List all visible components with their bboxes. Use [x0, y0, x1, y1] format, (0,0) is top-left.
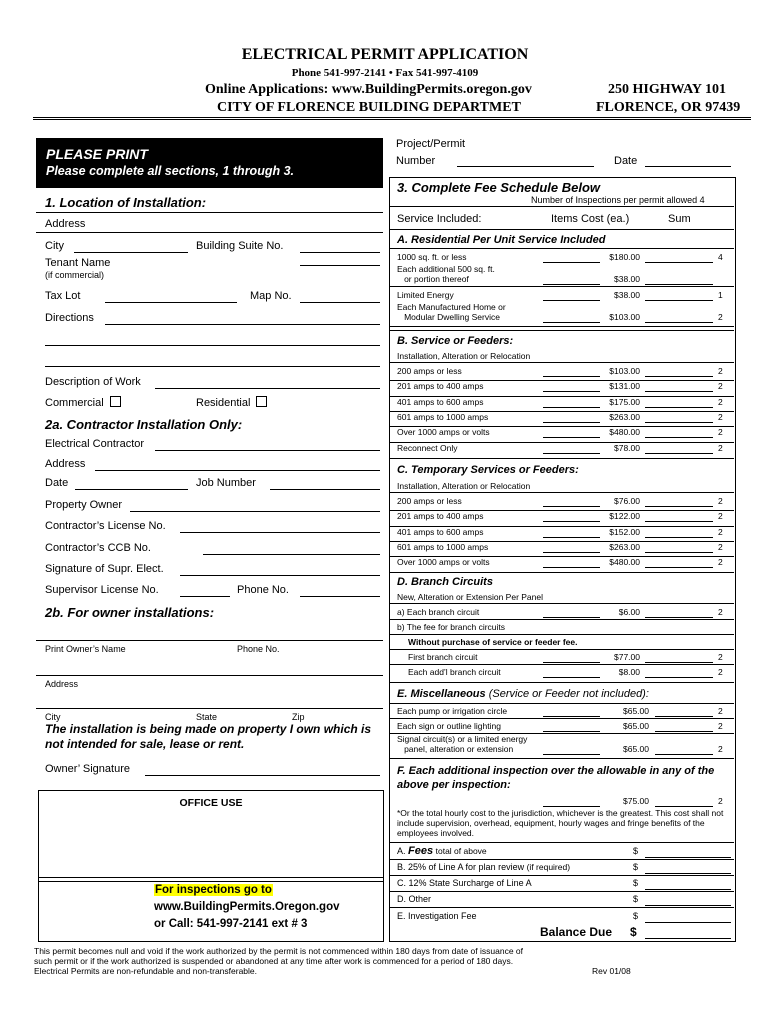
first-branch-cost: $77.00 — [614, 652, 640, 662]
section-f-cost: $75.00 — [623, 796, 649, 806]
section-c-sub: Installation, Alteration or Relocation — [397, 481, 531, 491]
total-b-input[interactable] — [645, 873, 731, 874]
owner-city-input[interactable] — [36, 708, 383, 709]
fee-row-sum[interactable] — [645, 391, 713, 392]
fee-row-sum[interactable] — [645, 506, 713, 507]
branch-a-sum[interactable] — [645, 617, 713, 618]
fee-row-label: 601 amps to 1000 amps — [397, 411, 489, 422]
fee-row-cost: $38.00 — [614, 290, 640, 300]
fee-row-cost: $480.00 — [609, 557, 640, 568]
col-sum: Sum — [668, 213, 691, 225]
sign-count: 2 — [718, 721, 723, 731]
signal-label-2: panel, alteration or extension — [397, 744, 514, 754]
fee-row-count: 2 — [718, 381, 723, 392]
owner-zip-label: Zip — [292, 712, 305, 722]
pump-cost: $65.00 — [623, 706, 649, 716]
address-line-2: FLORENCE, OR 97439 — [596, 100, 741, 115]
total-c-input[interactable] — [645, 889, 731, 890]
branch-b-label: b) The fee for branch circuits — [397, 622, 506, 632]
footer-line-2: such permit or if the work authorized is suspended or abandoned at any time after work is commenced for a period of 180 days. — [34, 956, 514, 966]
fee-row-cost: $76.00 — [614, 496, 640, 506]
section-f-sum[interactable] — [655, 806, 713, 807]
total-a-input[interactable] — [645, 857, 731, 858]
tenant-sublabel: (if commercial) — [45, 270, 105, 280]
footer-line-3: Electrical Permits are non-refundable and non-transferable. — [34, 966, 258, 976]
directions-input[interactable] — [105, 324, 380, 325]
add-branch-label: Each add’l branch circuit — [408, 667, 501, 677]
tenant-label: Tenant Name — [45, 257, 111, 269]
fee-row-sum[interactable] — [645, 521, 713, 522]
fee-row-label: Limited Energy — [397, 290, 454, 300]
contractor-address-label: Address — [45, 458, 86, 470]
fee-row-label: 1000 sq. ft. or less — [397, 252, 467, 262]
fee-row-cost: $175.00 — [609, 396, 640, 407]
fee-row-label: Each additional 500 sq. ft. — [397, 264, 495, 274]
header-rule-2 — [33, 119, 751, 120]
fee-row-qty[interactable] — [543, 437, 600, 438]
fee-row-cost: $131.00 — [609, 381, 640, 392]
owner-address-label: Address — [45, 679, 79, 689]
suite-input[interactable] — [300, 252, 380, 253]
section-b-title: B. Service or Feeders: — [397, 335, 514, 347]
fee-row-qty[interactable] — [543, 391, 600, 392]
fee-row-count: 2 — [718, 442, 723, 453]
city-input[interactable] — [74, 252, 188, 253]
fee-row-count: 2 — [718, 526, 723, 537]
residential-option[interactable] — [196, 396, 267, 409]
commercial-label: Commercial — [45, 397, 104, 409]
signal-qty[interactable] — [543, 754, 600, 755]
residential-checkbox[interactable] — [256, 396, 267, 407]
section-c-title: C. Temporary Services or Feeders: — [397, 464, 579, 476]
supervisor-signature-input[interactable] — [180, 575, 380, 576]
description-input[interactable] — [155, 388, 380, 389]
total-c-label: C. 12% State Surcharge of Line A — [397, 878, 532, 888]
fee-row-qty[interactable] — [543, 284, 600, 285]
fee-row-label: Reconnect Only — [397, 442, 458, 453]
total-d-dollar: $ — [633, 894, 639, 904]
fee-row-qty[interactable] — [543, 521, 600, 522]
suite-label: Building Suite No. — [196, 240, 284, 252]
location-heading: 1. Location of Installation: — [45, 195, 207, 210]
fee-row-count: 2 — [718, 366, 723, 376]
fee-row-qty[interactable] — [543, 567, 600, 568]
first-branch-sum[interactable] — [645, 662, 713, 663]
section-d-sub: New, Alteration or Extension Per Panel — [397, 592, 543, 602]
total-a-note: total of above — [435, 846, 487, 856]
pump-count: 2 — [718, 706, 723, 716]
tenant-input[interactable] — [300, 265, 380, 266]
branch-a-cost: $6.00 — [618, 607, 640, 617]
total-a-prefix: A. — [397, 846, 406, 856]
section-f-count: 2 — [718, 796, 723, 806]
fee-row-count: 2 — [718, 411, 723, 422]
total-d-label: D. Other — [397, 894, 432, 904]
contractor-heading: 2a. Contractor Installation Only: — [45, 417, 243, 432]
fee-row-sum[interactable] — [645, 407, 713, 408]
contractor-phone-label: Phone No. — [237, 584, 289, 596]
department-name: CITY OF FLORENCE BUILDING DEPARTMET — [217, 100, 521, 115]
section-e-title: E. Miscellaneous — [397, 688, 486, 700]
owner-phone-label: Phone No. — [237, 644, 280, 654]
row-divider — [390, 326, 734, 327]
form-title: ELECTRICAL PERMIT APPLICATION — [241, 46, 529, 63]
inspections-phone: or Call: 541-997-2141 ext # 3 — [154, 918, 308, 930]
total-a-dollar: $ — [633, 846, 639, 856]
contractor-phone-input[interactable] — [300, 596, 380, 597]
residential-label: Residential — [196, 397, 251, 409]
job-number-input[interactable] — [270, 489, 380, 490]
fee-row-qty[interactable] — [543, 376, 600, 377]
ccb-label: Contractor’s CCB No. — [45, 542, 151, 554]
owner-signature-label: Owner’ Signature — [45, 763, 130, 775]
online-applications: Online Applications: www.BuildingPermits.oregon.gov — [205, 82, 532, 97]
fee-row-label: 601 amps to 1000 amps — [397, 541, 489, 552]
inspections-url[interactable]: www.BuildingPermits.Oregon.gov — [154, 901, 340, 913]
branch-a-label: a) Each branch circuit — [397, 607, 480, 617]
fee-row-count: 1 — [718, 290, 723, 300]
owner-city-label: City — [45, 712, 61, 722]
fee-row-label: Each Manufactured Home or — [397, 302, 506, 312]
revision: Rev 01/08 — [592, 966, 631, 976]
job-number-label: Job Number — [196, 477, 256, 489]
sign-sum[interactable] — [655, 731, 713, 732]
fee-row-qty[interactable] — [543, 506, 600, 507]
fee-row-count: 2 — [718, 541, 723, 552]
total-b-note: (if required) — [526, 862, 571, 872]
balance-due-input[interactable] — [645, 938, 731, 939]
commercial-option[interactable] — [45, 396, 121, 409]
total-b-row — [397, 862, 570, 872]
fee-row-label: or portion thereof — [397, 274, 469, 284]
fee-row-sum[interactable] — [645, 453, 713, 454]
fee-row-count: 2 — [718, 427, 723, 438]
row-divider — [390, 286, 734, 287]
fee-row-sum[interactable] — [645, 284, 713, 285]
owner-name-label: Print Owner’s Name — [45, 644, 126, 654]
project-number-label: Number — [396, 155, 436, 167]
fee-row-label: 201 amps to 400 amps — [397, 381, 484, 392]
inspections-allowed: Number of Inspections per permit allowed 4 — [531, 195, 705, 205]
inspections-link-label: For inspections go to — [155, 884, 272, 896]
balance-due-label: Balance Due — [540, 925, 613, 939]
fee-row-cost: $38.00 — [614, 274, 640, 284]
add-branch-sum[interactable] — [645, 677, 713, 678]
section-b-sub: Installation, Alteration or Relocation — [397, 351, 531, 361]
fee-row-cost: $263.00 — [609, 411, 640, 422]
section-f-title: F. Each additional inspection over the allowable in any of the above per inspection: — [397, 765, 715, 791]
fee-row-label: Modular Dwelling Service — [397, 312, 500, 322]
balance-due-dollar: $ — [630, 925, 637, 939]
mapno-label: Map No. — [250, 290, 292, 302]
header-rule — [33, 117, 751, 118]
section-f-qty[interactable] — [543, 806, 600, 807]
fee-row-sum[interactable] — [645, 422, 713, 423]
fee-heading: 3. Complete Fee Schedule Below — [397, 180, 600, 195]
contractor-address-input[interactable] — [95, 470, 380, 471]
address-label: Address — [45, 218, 86, 230]
property-owner-input[interactable] — [130, 511, 380, 512]
branch-a-count: 2 — [718, 607, 723, 617]
mapno-input[interactable] — [300, 302, 380, 303]
branch-without-note: Without purchase of service or feeder fee. — [408, 637, 578, 647]
fee-row-sum[interactable] — [645, 552, 713, 553]
total-e-label: E. Investigation Fee — [397, 911, 477, 921]
commercial-checkbox[interactable] — [110, 396, 121, 407]
add-branch-count: 2 — [718, 667, 723, 677]
fee-row-qty[interactable] — [543, 322, 600, 323]
fee-row-qty[interactable] — [543, 422, 600, 423]
fee-row-cost: $103.00 — [609, 312, 640, 322]
fee-row-qty[interactable] — [543, 453, 600, 454]
fee-row-label: Over 1000 amps or volts — [397, 427, 490, 438]
fee-row-cost: $103.00 — [609, 366, 640, 376]
fee-row-qty[interactable] — [543, 300, 600, 301]
phone-fax: Phone 541-997-2141 • Fax 541-997-4109 — [291, 67, 479, 79]
signal-label-1: Signal circuit(s) or a limited energy — [397, 734, 528, 744]
contractor-label: Electrical Contractor — [45, 438, 145, 450]
fee-row-qty[interactable] — [543, 262, 600, 263]
fee-row-count: 2 — [718, 557, 723, 568]
supervisor-signature-label: Signature of Supr. Elect. — [45, 563, 164, 575]
fee-row-qty[interactable] — [543, 537, 600, 538]
owner-address-input[interactable] — [36, 675, 383, 676]
first-branch-label: First branch circuit — [408, 652, 478, 662]
project-number-input[interactable] — [457, 166, 594, 167]
fee-row-count: 2 — [718, 496, 723, 506]
section-f-note: *Or the total hourly cost to the jurisdiction, whichever is the greatest. This cost shall not include supervision, overhead, equipment, hourly wages and fringe benefits of the employees involved. — [397, 808, 724, 838]
city-label: City — [45, 240, 64, 252]
total-e-dollar: $ — [633, 911, 639, 921]
fee-row-label: 200 amps or less — [397, 496, 462, 506]
project-label: Project/Permit — [396, 138, 466, 150]
supervisor-license-label: Supervisor License No. — [45, 584, 159, 596]
pump-qty[interactable] — [543, 716, 600, 717]
office-use-title: OFFICE USE — [179, 797, 243, 809]
pump-sum[interactable] — [655, 716, 713, 717]
section-a-title: A. Residential Per Unit Service Included — [397, 234, 606, 246]
office-use-box — [38, 790, 384, 942]
sign-label: Each sign or outline lighting — [397, 721, 501, 731]
section-e-title-row — [397, 688, 649, 700]
pump-label: Each pump or irrigation circle — [397, 706, 508, 716]
total-a-fees: Fees — [408, 845, 434, 857]
fee-row-count: 2 — [718, 396, 723, 407]
fee-row-sum[interactable] — [645, 537, 713, 538]
fee-row-label: 401 amps to 600 amps — [397, 526, 484, 537]
total-e-input[interactable] — [645, 922, 731, 923]
first-branch-count: 2 — [718, 652, 723, 662]
total-d-input[interactable] — [645, 905, 731, 906]
owner-signature-input[interactable] — [145, 775, 380, 776]
col-service: Service Included: — [397, 213, 482, 225]
fee-row-label: Over 1000 amps or volts — [397, 557, 490, 568]
fee-row-label: 401 amps to 600 amps — [397, 396, 484, 407]
property-owner-label: Property Owner — [45, 499, 123, 511]
fee-row-count: 2 — [718, 511, 723, 522]
fee-row-sum[interactable] — [645, 322, 713, 323]
col-items: Items Cost (ea.) — [551, 213, 630, 225]
supervisor-license-input[interactable] — [180, 596, 230, 597]
address-line-1: 250 HIGHWAY 101 — [608, 82, 726, 97]
fee-row-cost: $480.00 — [609, 427, 640, 438]
contractor-input[interactable] — [155, 450, 380, 451]
fee-row-sum[interactable] — [645, 300, 713, 301]
project-date-label: Date — [614, 155, 638, 167]
branch-a-qty[interactable] — [543, 617, 600, 618]
license-label: Contractor’s License No. — [45, 520, 166, 532]
owner-state-label: State — [196, 712, 218, 722]
directions-input-3[interactable] — [45, 366, 380, 367]
signal-sum[interactable] — [655, 754, 713, 755]
fee-row-qty[interactable] — [543, 407, 600, 408]
fee-row-cost: $78.00 — [614, 442, 640, 453]
section-e-note: (Service or Feeder not included): — [488, 688, 649, 700]
sign-qty[interactable] — [543, 731, 600, 732]
fee-row-qty[interactable] — [543, 552, 600, 553]
total-c-dollar: $ — [633, 878, 639, 888]
date-label: Date — [45, 477, 69, 489]
total-a-row — [397, 845, 487, 857]
date-input[interactable] — [75, 489, 188, 490]
fee-row-cost: $122.00 — [609, 511, 640, 522]
owner-statement: The installation is being made on property I own which is not intended for sale, lease or rent. — [45, 722, 372, 751]
license-input[interactable] — [180, 532, 380, 533]
banner-title: PLEASE PRINT — [46, 146, 148, 162]
taxlot-label: Tax Lot — [45, 290, 81, 302]
fee-row-cost: $152.00 — [609, 526, 640, 537]
total-b-dollar: $ — [633, 862, 639, 872]
add-branch-qty[interactable] — [543, 677, 600, 678]
signal-cost: $65.00 — [623, 744, 649, 754]
fee-row-label: 201 amps to 400 amps — [397, 511, 484, 522]
fee-row-sum[interactable] — [645, 376, 713, 377]
project-date-input[interactable] — [645, 166, 731, 167]
directions-label: Directions — [45, 312, 94, 324]
description-label: Description of Work — [45, 376, 141, 388]
owner-heading: 2b. For owner installations: — [45, 605, 215, 620]
sign-cost: $65.00 — [623, 721, 649, 731]
please-print-banner — [36, 138, 383, 188]
signal-count: 2 — [718, 744, 723, 754]
fee-row-count: 4 — [718, 252, 723, 262]
section-d-title: D. Branch Circuits — [397, 576, 493, 588]
fee-row-cost: $263.00 — [609, 541, 640, 552]
directions-input-2[interactable] — [45, 345, 380, 346]
fee-row-sum[interactable] — [645, 262, 713, 263]
fee-row-cost: $180.00 — [609, 252, 640, 262]
fee-row-sum[interactable] — [645, 567, 713, 568]
banner-subtitle: Please complete all sections, 1 through 3. — [46, 164, 294, 178]
footer-line-1: This permit becomes null and void if the work authorized by the permit is not commenced within 180 days from date of issuance of — [34, 946, 523, 956]
first-branch-qty[interactable] — [543, 662, 600, 663]
add-branch-cost: $8.00 — [618, 667, 640, 677]
fee-row-sum[interactable] — [645, 437, 713, 438]
fee-row-count: 2 — [718, 312, 723, 322]
total-b-label: B. 25% of Line A for plan review — [397, 862, 525, 872]
taxlot-input[interactable] — [105, 302, 237, 303]
fee-row-label: 200 amps or less — [397, 366, 462, 376]
ccb-input[interactable] — [203, 554, 380, 555]
owner-name-input[interactable] — [36, 640, 383, 641]
